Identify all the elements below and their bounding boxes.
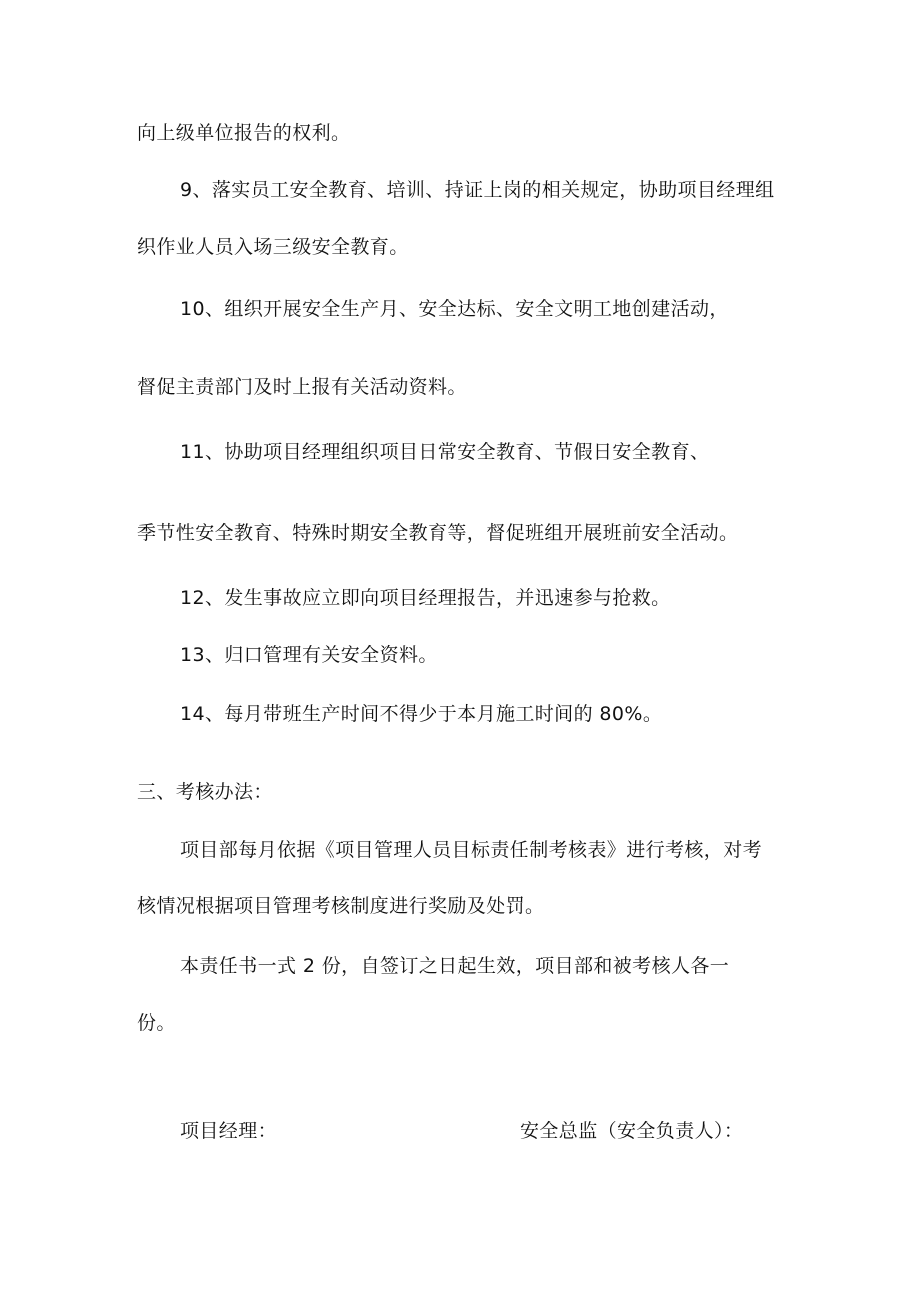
safety-director-signature-label: 安全总监（安全负责人）： xyxy=(520,1120,744,1142)
paragraph-line: 13、归口管理有关安全资料。 xyxy=(180,644,438,666)
paragraph-line: 12、发生事故应立即向项目经理报告，并迅速参与抢救。 xyxy=(180,587,671,609)
paragraph-line: 季节性安全教育、特殊时期安全教育等，督促班组开展班前安全活动。 xyxy=(137,522,739,544)
paragraph-line: 份。 xyxy=(137,1012,176,1034)
paragraph-line: 9、落实员工安全教育、培训、持证上岗的相关规定，协助项目经理组 xyxy=(180,179,775,201)
paragraph-line: 14、每月带班生产时间不得少于本月施工时间的 80%。 xyxy=(180,703,663,725)
section-heading: 三、考核办法： xyxy=(137,781,273,803)
paragraph-line: 核情况根据项目管理考核制度进行奖励及处罚。 xyxy=(137,895,545,917)
paragraph-line: 项目部每月依据《项目管理人员目标责任制考核表》进行考核，对考 xyxy=(180,839,763,861)
paragraph-line: 10、组织开展安全生产月、安全达标、安全文明工地创建活动， xyxy=(180,298,729,320)
paragraph-line: 督促主责部门及时上报有关活动资料。 xyxy=(137,376,467,398)
paragraph-line: 织作业人员入场三级安全教育。 xyxy=(137,236,409,258)
signature-row xyxy=(0,1116,920,1146)
paragraph-line: 11、协助项目经理组织项目日常安全教育、节假日安全教育、 xyxy=(180,441,710,463)
project-manager-signature-label: 项目经理： xyxy=(180,1120,278,1142)
paragraph-line: 向上级单位报告的权利。 xyxy=(137,122,351,144)
paragraph-line: 本责任书一式 2 份，自签订之日起生效，项目部和被考核人各一 xyxy=(180,955,730,977)
